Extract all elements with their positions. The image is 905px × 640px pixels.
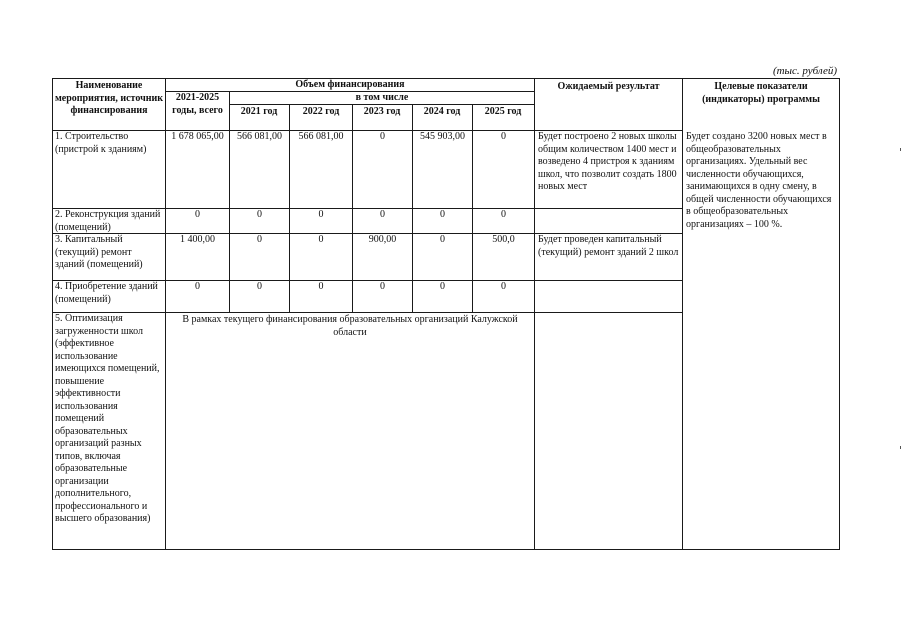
- row-3-2022: 0: [318, 234, 324, 245]
- rule: [52, 549, 840, 550]
- row-2-2023: 0: [380, 209, 385, 220]
- row-4-2024: 0: [440, 281, 445, 292]
- row-2-2022: 0: [318, 209, 324, 220]
- row-1-name: 1. Строительство (пристрой к зданиям): [55, 131, 147, 155]
- header-year-2025: 2025 год: [484, 106, 522, 117]
- row-2-name: 2. Реконструкция зданий (помещений): [55, 209, 161, 233]
- row-3-2025: 500,0: [492, 234, 515, 245]
- row-1-2024: 545 903,00: [420, 131, 465, 142]
- header-year-2024: 2024 год: [423, 106, 461, 117]
- row-4-2021: 0: [257, 281, 262, 292]
- financing-table: [52, 78, 840, 550]
- row-1-2023: 0: [380, 131, 385, 142]
- row-1-total: 1 678 065,00: [171, 131, 224, 142]
- row-2-2021: 0: [257, 209, 262, 220]
- rule: [165, 78, 166, 550]
- scan-mark: [900, 446, 901, 449]
- row-1-2025: 0: [501, 131, 506, 142]
- row-2-total: 0: [195, 209, 200, 220]
- row-3-total: 1 400,00: [180, 234, 215, 245]
- rule: [534, 78, 535, 550]
- header-total: 2021-2025 годы, всего: [172, 92, 223, 116]
- row-4-2025: 0: [501, 281, 506, 292]
- row-2-2024: 0: [440, 209, 445, 220]
- row-3-2024: 0: [440, 234, 445, 245]
- header-name: Наименование мероприятия, источник финансирования: [54, 80, 164, 116]
- row-5-name: 5. Оптимизация загруженности школ (эффективное использование имеющихся помещений, повышение эффективности использования помещений образовательных организаций разных типов, включая образовательные организации дополнительного, профессионального и высшего образования): [55, 313, 160, 524]
- rule: [52, 78, 53, 550]
- row-1-2021: 566 081,00: [237, 131, 282, 142]
- row-1-2022: 566 081,00: [298, 131, 344, 142]
- row-2-2025: 0: [501, 209, 506, 220]
- row-1-result: Будет построено 2 новых школы общим количеством 1400 мест и возведено 4 пристроя к зданиям школ, что позволит создать 1800 новых мест: [538, 131, 677, 192]
- header-year-2023: 2023 год: [363, 106, 401, 117]
- header-year-2021: 2021 год: [240, 106, 278, 117]
- row-5-merged: В рамках текущего финансирования образовательных организаций Калужской области: [182, 314, 518, 338]
- targets-text: Будет создано 3200 новых мест в общеобразовательных организациях. Удельный вес численности обучающихся, занимающихся в одну смену, в общей численности обучающихся в общеобразовательных организациях – 100 %.: [686, 131, 832, 230]
- header-targets: Целевые показатели (индикаторы) программы: [702, 81, 820, 105]
- units-note: (тыс. рублей): [772, 65, 837, 77]
- row-4-2022: 0: [318, 281, 324, 292]
- header-year-2022: 2022 год: [302, 106, 340, 117]
- row-3-result: Будет проведен капитальный (текущий) ремонт зданий 2 школ: [538, 234, 679, 258]
- row-3-2023: 900,00: [368, 234, 397, 245]
- header-incl: в том числе: [355, 92, 409, 103]
- row-4-2023: 0: [380, 281, 385, 292]
- row-4-name: 4. Приобретение зданий (помещений): [55, 281, 158, 305]
- row-3-name: 3. Капитальный (текущий) ремонт зданий (помещений): [55, 234, 143, 270]
- scan-mark: [900, 148, 901, 151]
- rule: [682, 78, 683, 550]
- rule: [229, 91, 230, 312]
- header-volume: Объем финансирования: [295, 79, 405, 90]
- header-result: Ожидаемый результат: [557, 81, 660, 92]
- row-3-2021: 0: [257, 234, 262, 245]
- rule: [839, 78, 840, 550]
- row-4-total: 0: [195, 281, 200, 292]
